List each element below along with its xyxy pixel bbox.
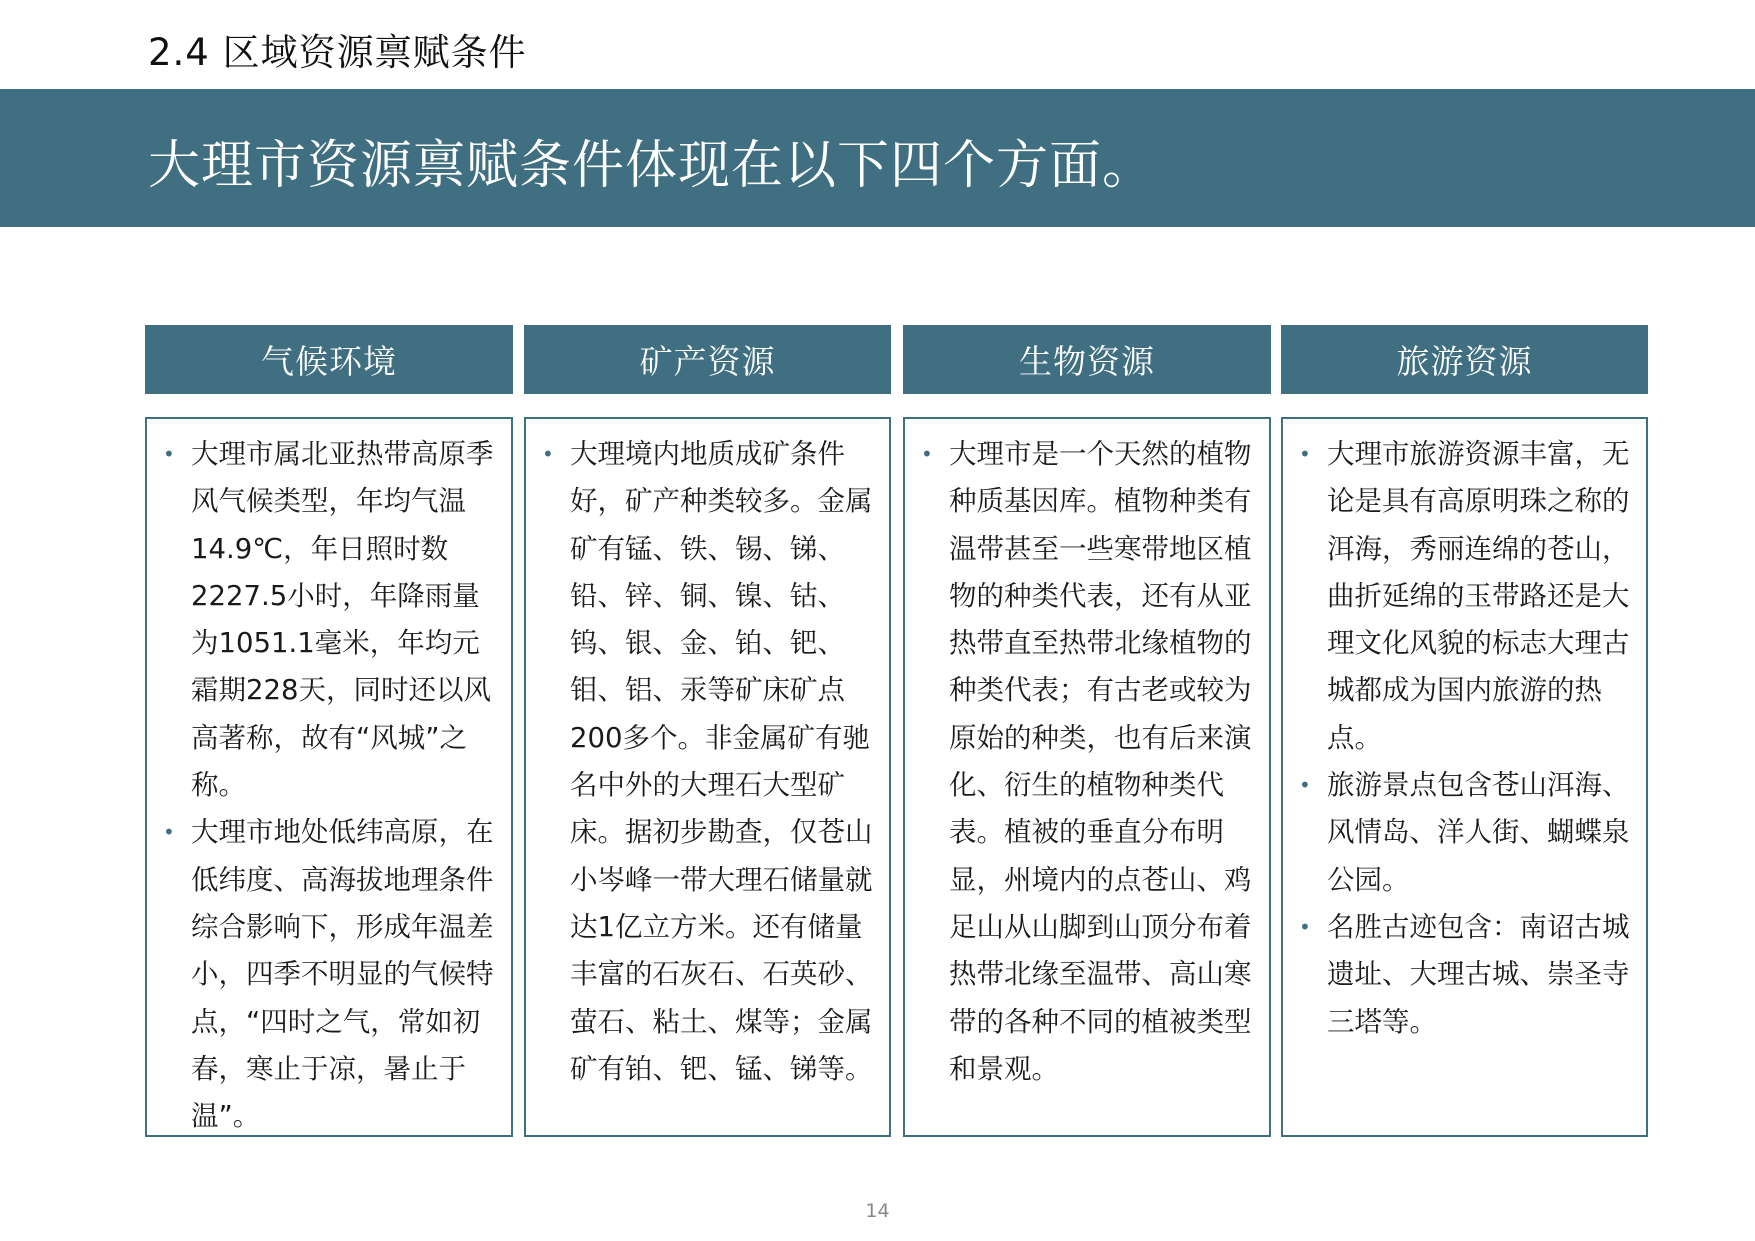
bullet-icon: • xyxy=(921,442,933,466)
section-title: 2.4 区域资源禀赋条件 xyxy=(148,31,527,74)
list-item-text: 大理境内地质成矿条件好，矿产种类较多。金属矿有锰、铁、锡、锑、铅、锌、铜、镍、钴、钨、银、金、铂、钯、钼、铝、汞等矿床矿点200多个。非金属矿有驰名中外的大理石大型矿床。据初步勘查，仅苍山小岑峰一带大理石储量就达1亿立方米。还有储量丰富的石灰石、石英砂、萤石、粘土、煤等；金属矿有铂、钯、锰、锑等。 xyxy=(570,438,873,1085)
list-item xyxy=(905,431,1257,1093)
column-header-biology: 生物资源 xyxy=(903,325,1271,394)
list-item xyxy=(1283,904,1634,1046)
list-item xyxy=(147,431,499,809)
column-header-tourism: 旅游资源 xyxy=(1281,325,1648,394)
list-item xyxy=(147,809,499,1140)
column-header-minerals: 矿产资源 xyxy=(524,325,891,394)
bullet-icon: • xyxy=(1299,442,1311,466)
banner xyxy=(0,89,1755,227)
list-item-text: 旅游景点包含苍山洱海、风情岛、洋人街、蝴蝶泉公园。 xyxy=(1327,769,1630,896)
list-item-text: 名胜古迹包含：南诏古城遗址、大理古城、崇圣寺三塔等。 xyxy=(1327,910,1630,1038)
bullet-icon: • xyxy=(542,442,554,466)
list-item-text: 大理市属北亚热带高原季风气候类型，年均气温14.9℃，年日照时数2227.5小时，年降雨量为1051.1毫米，年均元霜期228天，同时还以风高著称，故有“风城”之称。 xyxy=(191,438,494,802)
column-body-climate xyxy=(145,417,513,1137)
column-body-biology xyxy=(903,417,1271,1137)
bullet-icon: • xyxy=(163,820,175,845)
list-item-text: 大理市旅游资源丰富，无论是具有高原明珠之称的洱海，秀丽连绵的苍山，曲折延绵的玉带路还是大理文化风貌的标志大理古城都成为国内旅游的热点。 xyxy=(1327,438,1630,754)
list-item xyxy=(1283,431,1634,762)
list-item-text: 大理市地处低纬高原，在低纬度、高海拔地理条件综合影响下，形成年温差小，四季不明显的气候特点，“四时之气，常如初春，寒止于凉，暑止于温”。 xyxy=(191,816,494,1133)
list-item xyxy=(526,431,877,1093)
banner-text: 大理市资源禀赋条件体现在以下四个方面。 xyxy=(148,136,1156,196)
list-item xyxy=(1283,762,1634,904)
page-number: 14 xyxy=(865,1200,890,1222)
bullet-icon: • xyxy=(163,442,175,466)
column-body-tourism xyxy=(1281,417,1648,1137)
column-body-minerals xyxy=(524,417,891,1137)
bullet-icon: • xyxy=(1299,914,1311,939)
list-item-text: 大理市是一个天然的植物种质基因库。植物种类有温带甚至一些寒带地区植物的种类代表，还有从亚热带直至热带北缘植物的种类代表；有古老或较为原始的种类，也有后来演化、衍生的植物种类代表。植被的垂直分布明显，州境内的点苍山、鸡足山从山脚到山顶分布着热带北缘至温带、高山寒带的各种不同的植被类型和景观。 xyxy=(949,438,1252,1085)
bullet-icon: • xyxy=(1299,773,1311,798)
column-header-climate: 气候环境 xyxy=(145,325,513,394)
